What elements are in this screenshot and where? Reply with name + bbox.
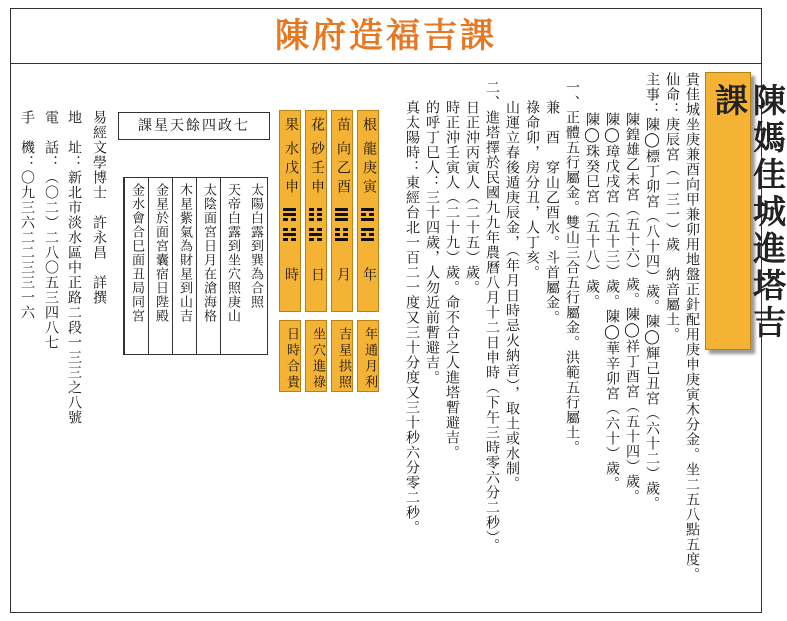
trigram-icon: [309, 208, 322, 223]
main-title-box: [705, 72, 787, 350]
pillar-day-stems: 砂壬申: [309, 141, 325, 198]
pillar-month-stems: 向乙酉: [335, 141, 351, 198]
trigram-icon: [361, 228, 374, 243]
pillar-hour-stems: 水戊申: [283, 141, 299, 198]
star-note: 天帝白露到坐穴照庚山: [220, 178, 244, 354]
note-line-13: 時正沖壬寅人（二十九）歲。命不合之人進塔暫避吉。: [444, 100, 460, 460]
note-line-8: 兼 酉 穿山乙酉水。斗首屬金。: [544, 100, 560, 325]
note-line-4: 陳鍠雄乙未宮（五十六）歲。陳◯祥丁酉宮（五十四）歲。: [624, 112, 640, 504]
note-line-12: 日正沖丙寅人（二十五）歲。: [464, 100, 480, 295]
pillar-month-unit: 月: [335, 267, 351, 286]
note-line-11: 二、進塔擇於民國九九年農曆八月十二日申時（下午三時零六分二秒）。: [484, 80, 500, 553]
pillar-year-desc: 年通月利: [357, 320, 379, 392]
note-line-5: 陳◯璋戊戌宮（五十三）歲。陳◯華辛卯宮（六十）歲。: [604, 112, 620, 491]
author-title: 易經文學博士 許永昌 詳撰: [91, 110, 107, 305]
pillar-day-unit: 日: [309, 267, 325, 286]
note-line-2: 仙命：庚辰宮（一三一）歲 納音屬土。: [664, 72, 680, 342]
trigram-icon: [361, 208, 374, 223]
star-note: 金水會合巳面丑局同宮: [124, 178, 148, 354]
pillar-day-label: 花: [309, 117, 325, 136]
pillar-year-label: 根: [361, 117, 377, 136]
pillar-day-desc: 坐穴進祿: [305, 320, 327, 392]
note-line-15: 真太陽時：東經台北一百二一度又三十分度又三十秒六分零二秒。: [404, 100, 420, 535]
note-line-9: 祿命卯，房分丑，人丁亥。: [524, 100, 540, 280]
star-note: 木星紫氣為財星到山吉: [172, 178, 196, 354]
star-note: 太陽白露到巽為合照: [248, 183, 263, 309]
author-address: 地 址：新北市淡水區中正路二段一三三之八號: [66, 110, 82, 425]
pillar-hour-desc: 日時合貴: [279, 320, 301, 392]
trigram-icon: [283, 208, 296, 223]
note-line-3: 主事：陳◯標丁卯宮（八十四）歲。陳◯輝己丑宮（六十二）歲。: [644, 72, 660, 511]
author-mobile: 手 機：〇九三六二二三三一六: [19, 110, 35, 320]
pillar-hour-unit: 時: [283, 267, 299, 286]
main-title: 陳媽佳城進塔吉課: [710, 83, 787, 342]
pillar-year-stems: 龍庚寅: [361, 141, 377, 198]
header: [10, 8, 762, 64]
star-notes-grid: [123, 177, 268, 355]
star-note: 金星於面宮囊宿日陛殿: [148, 178, 172, 354]
author-phone: 電 話：（〇二）二八〇五三四八七: [43, 110, 59, 350]
seven-stars-title: 課星天餘四政七: [118, 112, 270, 140]
trigram-icon: [335, 228, 348, 243]
note-line-10: 山運立春後遁庚辰金，（年月日時忌火納音），取土或水制。: [504, 100, 520, 491]
pillar-month-desc: 吉星拱照: [331, 320, 353, 392]
star-note: 太陰面宮日月在滄海格: [196, 178, 220, 354]
pillar-year-unit: 年: [361, 267, 377, 286]
pillar-hour-label: 果: [283, 117, 299, 136]
page-title: 陳府造福吉課: [275, 16, 497, 56]
pillar-month-label: 苗: [335, 117, 351, 136]
note-line-14: 的呼丁巳人：三十四歲，人勿近前暫避吉。: [424, 100, 440, 385]
note-line-7: 一、正體五行屬金。雙山三合五行屬金。洪範五行屬土。: [564, 80, 580, 455]
trigram-icon: [283, 228, 296, 243]
note-line-6: 陳◯珠癸巳宮（五十八）歲。: [584, 112, 600, 309]
trigram-icon: [335, 208, 348, 223]
note-line-1: 貴佳城坐庚兼酉向甲兼卯用地盤正針配用庚申庚寅木分金。坐二五八點五度。: [684, 72, 700, 582]
trigram-icon: [309, 228, 322, 243]
